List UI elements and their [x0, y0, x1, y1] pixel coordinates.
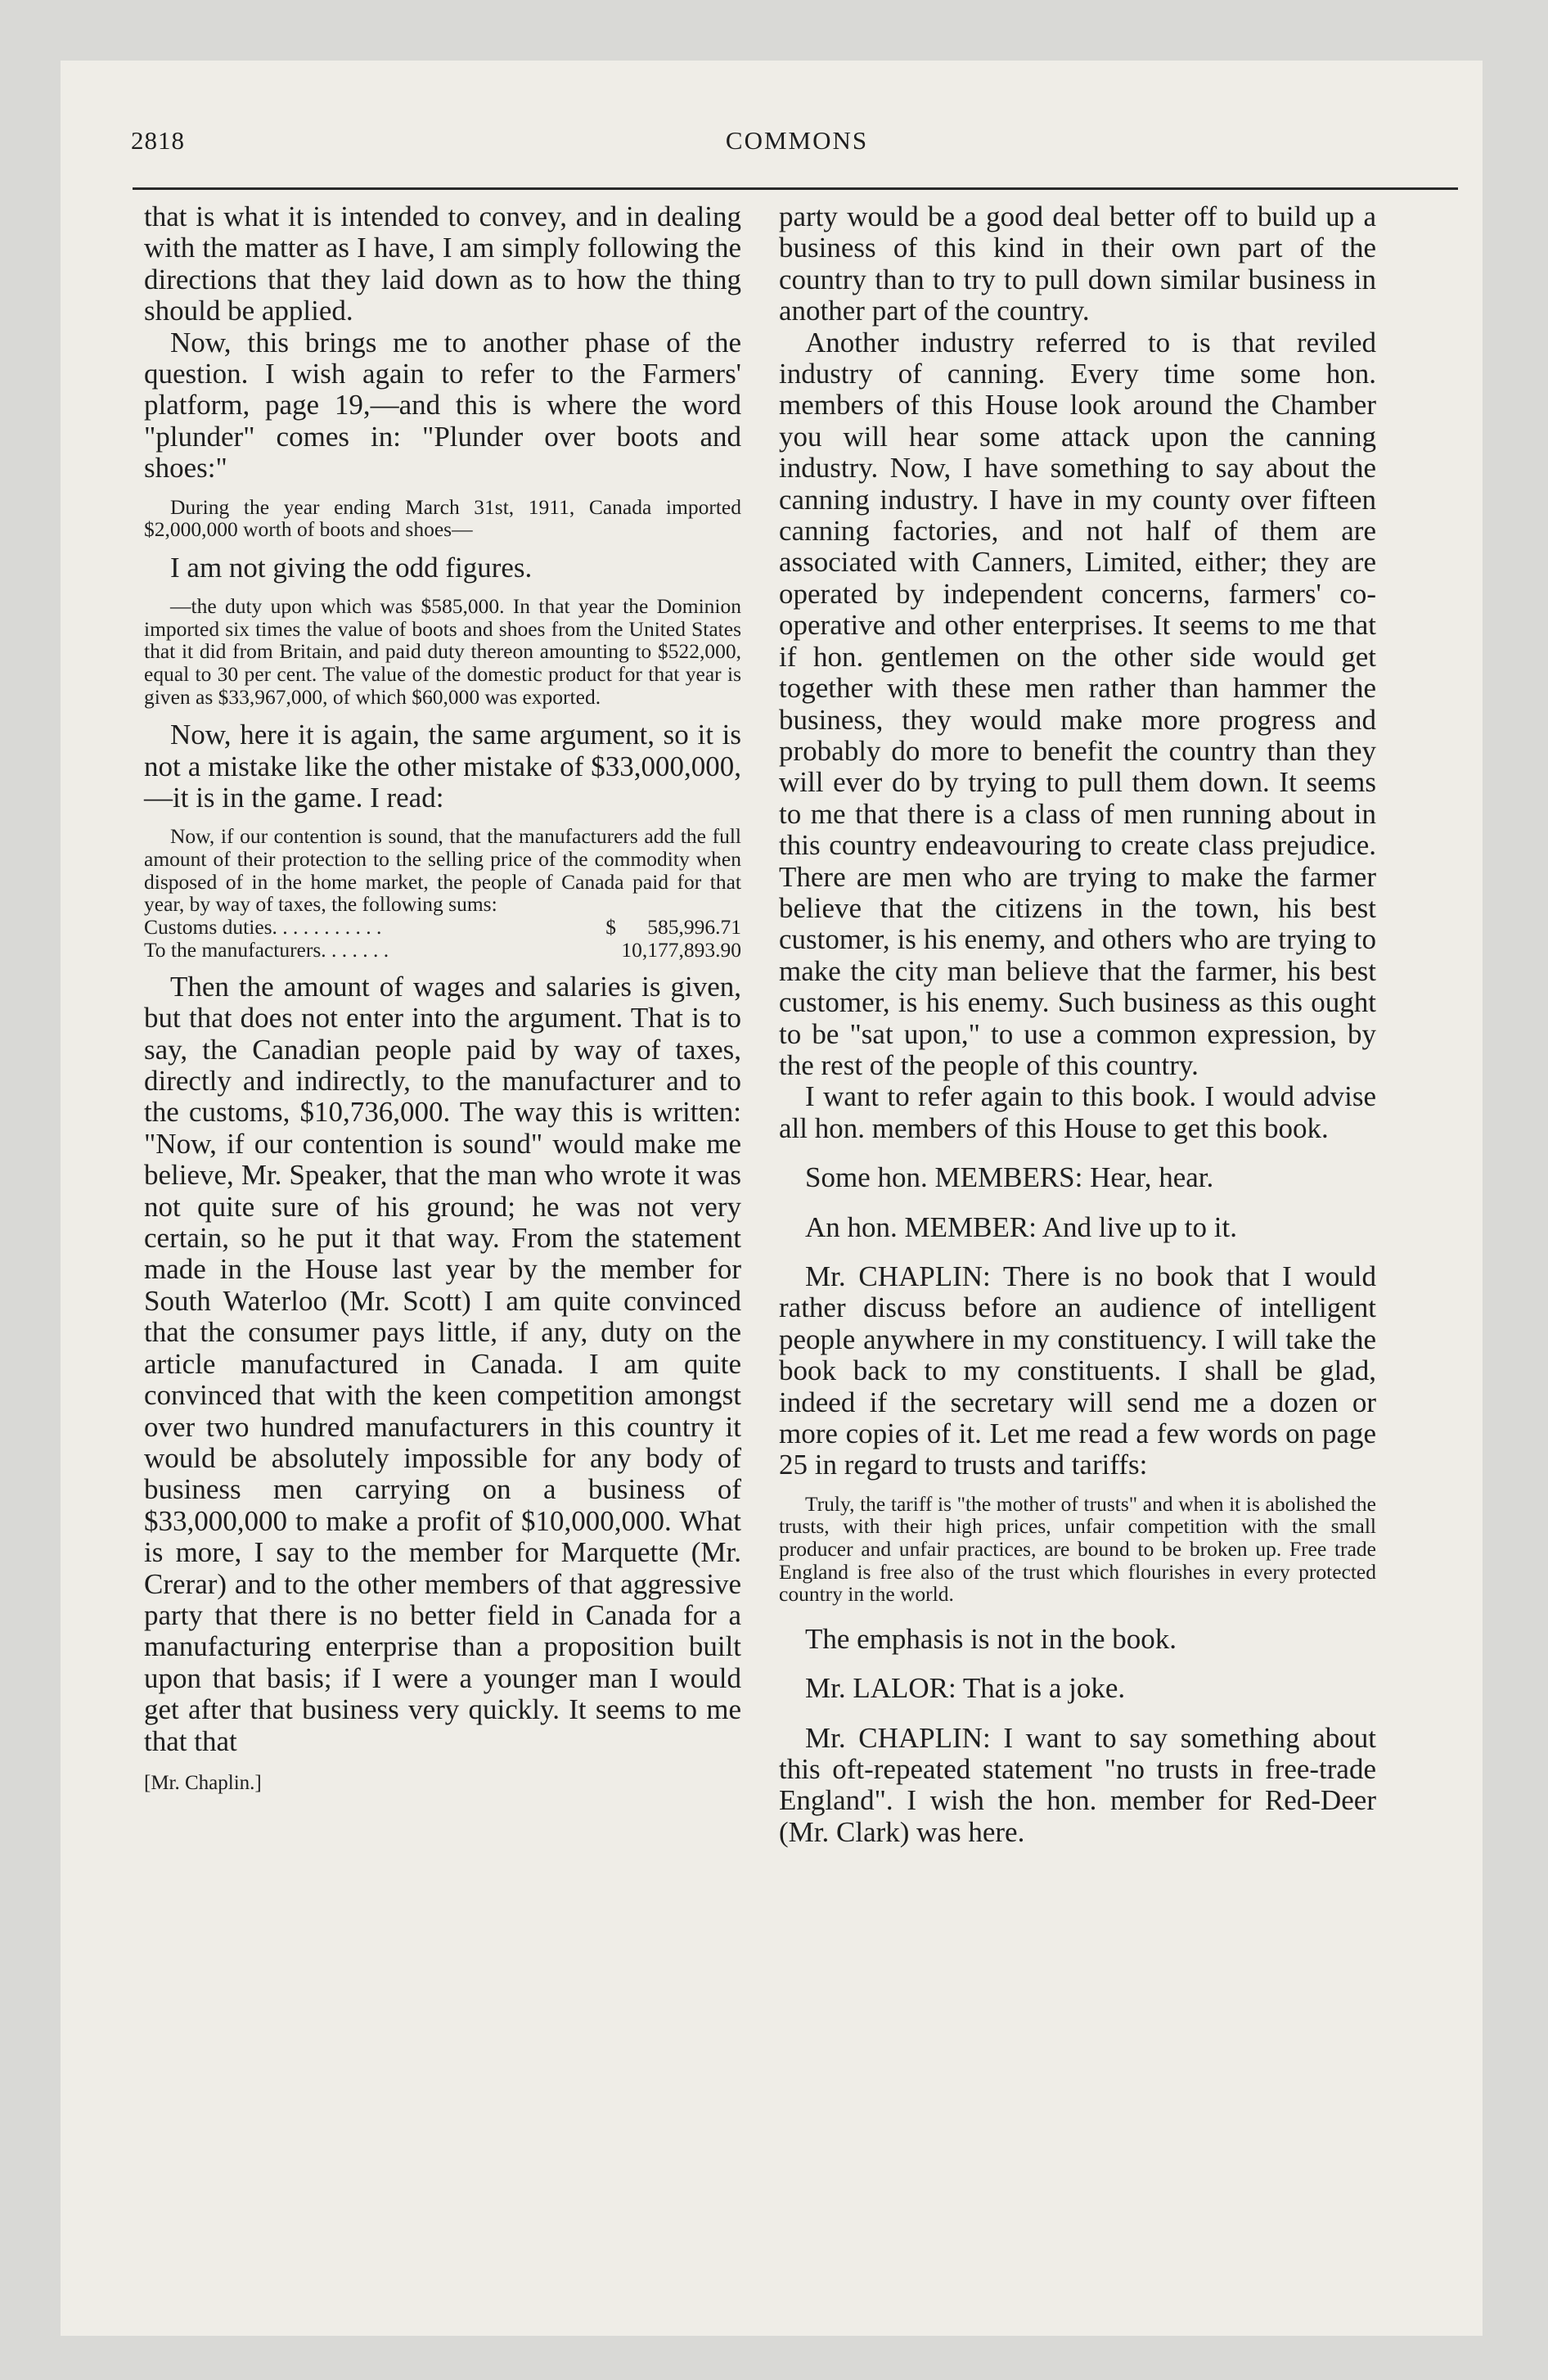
paragraph: Some hon. MEMBERS: Hear, hear.	[805, 1161, 1214, 1194]
table-label: To the manufacturers. . . . . . .	[144, 937, 389, 962]
block-quote: During the year ending March 31st, 1911, Canada imported $2,000,000 worth of boots and shoes—	[144, 494, 741, 542]
table-row	[144, 916, 741, 939]
paragraph: party would be a good deal better off to build up a business of this kind in their own part of the country than to try to pull down similar business in another part of the country.	[779, 201, 1376, 327]
table-label: Customs duties. . . . . . . . . . .	[144, 914, 382, 939]
paragraph: Now, this brings me to another phase of the question. I wish again to refer to the Farmers' platform, page 19,—and this is where the word "plunder" comes in: "Plunder over boots and shoes:"	[144, 326, 741, 485]
paragraph: I want to refer again to this book. I would advise all hon. members of this House to get this book.	[779, 1080, 1376, 1144]
table-row	[144, 939, 741, 962]
block-quote: Truly, the tariff is "the mother of trusts" and when it is abolished the trusts, with their high prices, unfair competition with the small producer and unfair practices, are bound to be broken up. Free trade England is free also of the trust which flourishes in every protected country in the world.	[779, 1491, 1376, 1607]
running-head: COMMONS	[725, 126, 869, 155]
paragraph: An hon. MEMBER: And live up to it.	[805, 1210, 1237, 1243]
paragraph: Mr. LALOR: That is a joke.	[805, 1672, 1126, 1705]
left-column	[144, 201, 741, 1795]
header-rule	[133, 187, 1458, 190]
paragraph: Mr. CHAPLIN: I want to say something about this oft-repeated statement "no trusts in free-trade England". I wish the hon. member for Red-Deer (Mr. Clark) was here.	[779, 1721, 1376, 1848]
paragraph: Another industry referred to is that reviled industry of canning. Every time some hon. members of this House look around the Chamber you will hear some attack upon the canning industry. Now, I have something to say about the canning industry. I have in my county over fifteen canning factories, and not half of them are associated with Canners, Limited, either; they are operated by independent concerns, farmers' co-operative and other enterprises. It seems to me that if hon. gentlemen on the other side would get together with these men rather than hammer the business, they would make more progress and probably do more to benefit the country than they will ever do by trying to pull them down. It seems to me that there is a class of men running about in this country endeavouring to create class prejudice. There are men who are trying to make the farmer believe that the citizens in the town, his best customer, is his enemy, and others who are trying to make the city man believe that the farmer, his best customer, is his enemy. Such business as this ought to be "sat upon," to use a common expression, by the rest of the people of this country.	[779, 326, 1376, 1081]
page-sheet	[61, 61, 1483, 2336]
footnote: [Mr. Chaplin.]	[144, 1771, 262, 1794]
paragraph: The emphasis is not in the book.	[805, 1622, 1177, 1655]
paragraph: Now, here it is again, the same argument, so it is not a mistake like the other mistake of $33,000,000,—it is in the game. I read:	[144, 719, 741, 814]
block-quote: —the duty upon which was $585,000. In that year the Dominion imported six times the value of boots and shoes from the United States that it did from Britain, and paid duty thereon amounting to $522,000, equal to 30 per cent. The value of the domestic product for that year is given as $33,967,000, of which $60,000 was exported.	[144, 594, 741, 709]
paragraph: that is what it is intended to convey, and in dealing with the matter as I have, I am simply following the directions that they laid down as to how the thing should be applied.	[144, 201, 741, 327]
right-column	[779, 201, 1376, 1848]
table-value: $ 585,996.71	[605, 914, 741, 939]
paragraph: Then the amount of wages and salaries is given, but that does not enter into the argument. That is to say, the Canadian people paid by way of taxes, directly and indirectly, to the manufacturer and to the customs, $10,736,000. The way this is written: "Now, if our contention is sound" would make me believe, Mr. Speaker, that the man who wrote it was not quite sure of his ground; he was not very certain, so he put it that way. From the statement made in the House last year by the member for South Waterloo (Mr. Scott) I am quite convinced that the consumer pays little, if any, duty on the article manufactured in Canada. I am quite convinced that with the keen competition amongst over two hundred manufacturers in this country it would be absolutely impossible for any body of business men carrying on a business of $33,000,000 to make a profit of $10,000,000. What is more, I say to the member for Marquette (Mr. Crerar) and to the other members of that aggressive party that there is no better field in Canada for a manufacturing enterprise than a proposition built upon that basis; if I were a younger man I would get after that business very quickly. It seems to me that that	[144, 970, 741, 1757]
page-number: 2818	[131, 126, 185, 155]
paragraph: I am not giving the odd figures.	[170, 551, 533, 584]
table-value: 10,177,893.90	[621, 937, 741, 962]
block-quote: Now, if our contention is sound, that the manufacturers add the full amount of their protection to the selling price of the commodity when disposed of in the home market, the people of Canada paid for that year, by way of taxes, the following sums:	[144, 824, 741, 917]
paragraph: Mr. CHAPLIN: There is no book that I would rather discuss before an audience of intelligent people anywhere in my constituency. I will take the book back to my constituents. I shall be glad, indeed if the secretary will send me a dozen or more copies of it. Let me read a few words on page 25 in regard to trusts and tariffs:	[779, 1260, 1376, 1481]
sums-table	[144, 916, 741, 962]
